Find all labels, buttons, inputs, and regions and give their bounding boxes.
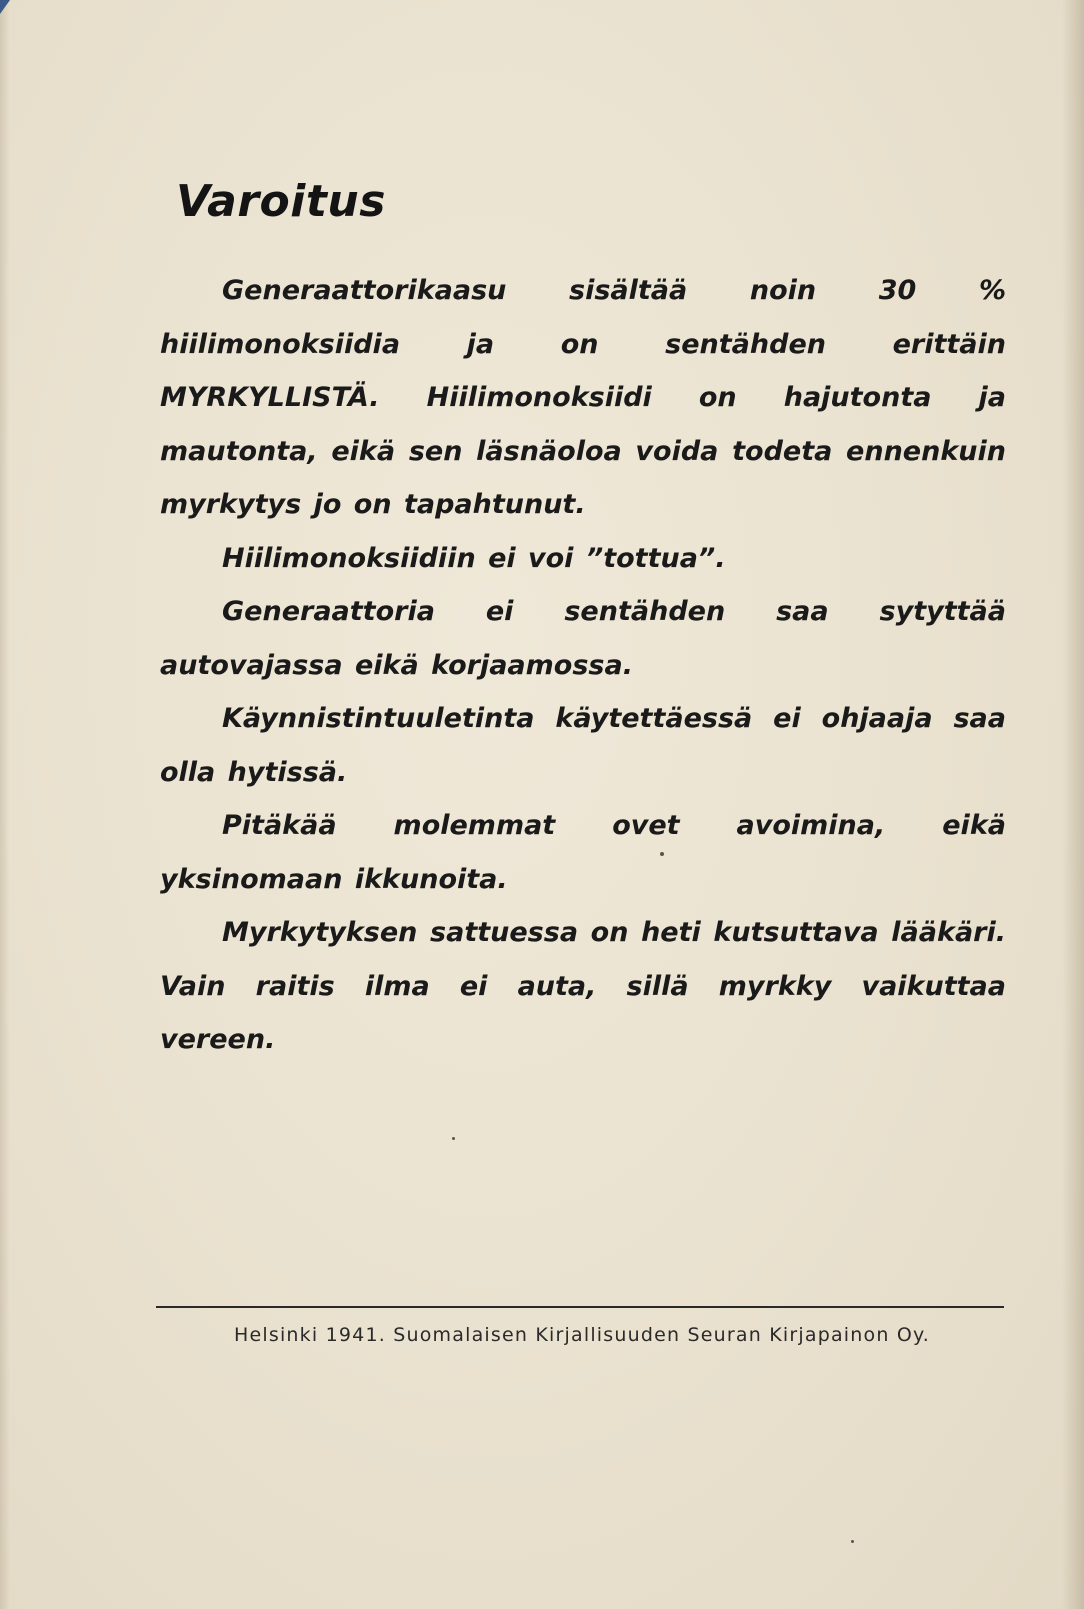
warning-body: [160, 264, 1006, 1067]
print-speck: [660, 852, 664, 856]
paragraph-cannot-get-used: Hiilimonoksiidiin ei voi ”tottua”.: [222, 542, 726, 574]
paragraph-carbon-monoxide: Generaattorikaasu sisältää noin 30 % hiilimonoksiidia ja on sentähden erittäin MYRKYLLISTÄ. Hiilimonoksiidi on hajutonta ja mautonta, eikä sen läsnäoloa voida todeta ennenkuin myrkytys jo on tapahtunut.: [160, 275, 1006, 520]
page-edge-shadow-left: [0, 0, 10, 1609]
paragraph-keep-doors-open: Pitäkää molemmat ovet avoimina, eikä yksinomaan ikkunoita.: [160, 810, 1006, 895]
print-speck: [452, 1137, 455, 1140]
page-edge-shadow-right: [1062, 0, 1084, 1609]
print-speck: [851, 1540, 854, 1543]
printer-imprint: Helsinki 1941. Suomalaisen Kirjallisuuden Seuran Kirjapainon Oy.: [234, 1324, 930, 1346]
corner-mark: [0, 0, 10, 14]
footer-divider: [156, 1306, 1004, 1308]
paragraph-do-not-ignite: Generaattoria ei sentähden saa sytyttää autovajassa eikä korjaamossa.: [160, 596, 1006, 681]
paragraph-call-doctor: Myrkytyksen sattuessa on heti kutsuttava lääkäri. Vain raitis ilma ei auta, sillä myrkky vaikuttaa vereen.: [160, 917, 1006, 1055]
paragraph-starter-fan: Käynnistintuuletinta käytettäessä ei ohjaaja saa olla hytissä.: [160, 703, 1006, 788]
page-title: Varoitus: [176, 176, 386, 227]
